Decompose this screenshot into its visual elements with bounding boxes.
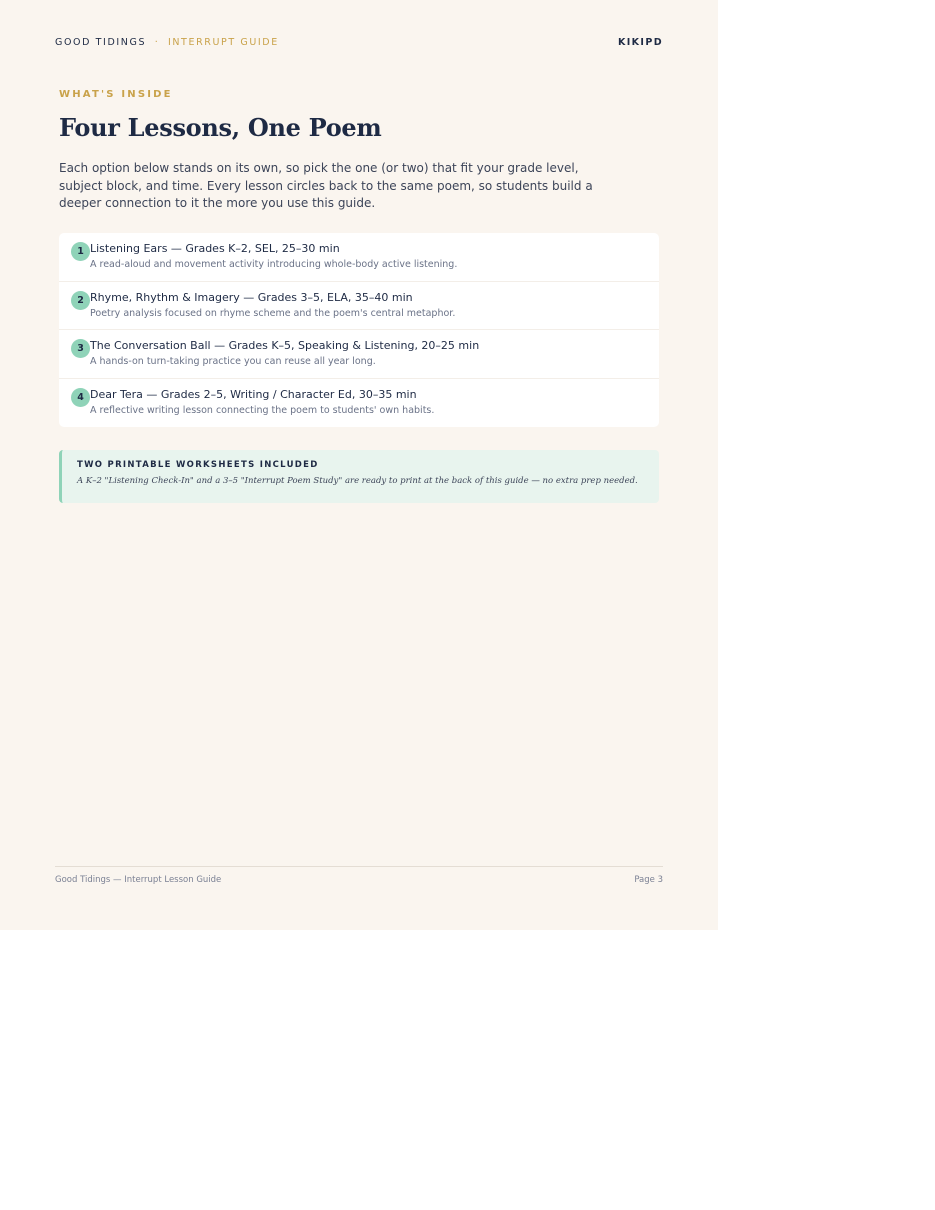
guide-name: INTERRUPT GUIDE [167, 37, 279, 48]
lesson-description: Poetry analysis focused on rhyme scheme and the poem's central metaphor. [90, 307, 456, 319]
lesson-item [59, 330, 659, 379]
page-footer [55, 866, 663, 885]
lesson-description: A hands-on turn-taking practice you can reuse all year long. [90, 356, 376, 367]
header-brand [55, 37, 279, 48]
header-code: KIKIPD [617, 37, 663, 48]
worksheets-callout [59, 450, 659, 503]
footer-guide-title: Good Tidings — Interrupt Lesson Guide [55, 875, 222, 885]
lesson-number-badge: 3 [71, 339, 90, 358]
brand-separator: · [154, 37, 160, 48]
lesson-description: A read-aloud and movement activity introducing whole-body active listening. [90, 259, 458, 270]
page-title: Four Lessons, One Poem [59, 113, 382, 142]
lesson-number-badge: 2 [71, 291, 90, 310]
callout-body: A K–2 "Listening Check-In" and a 3–5 "Interrupt Poem Study" are ready to print at the back of this guide — no extra prep needed. [77, 476, 638, 486]
lesson-item [59, 282, 659, 331]
callout-title: TWO PRINTABLE WORKSHEETS INCLUDED [77, 460, 319, 470]
lesson-list [59, 233, 659, 427]
brand-name: GOOD TIDINGS [55, 37, 147, 48]
lesson-title: Rhyme, Rhythm & Imagery — Grades 3–5, ELA, 35–40 min [90, 290, 413, 304]
lesson-number-badge: 1 [71, 242, 90, 261]
page-number: Page 3 [634, 875, 663, 885]
lesson-item [59, 379, 659, 428]
intro-paragraph: Each option below stands on its own, so pick the one (or two) that fit your grade level, subject block, and time. Every lesson circles back to the same poem, so students build a deeper connection to it the more you use this guide. [59, 161, 593, 210]
lesson-number-badge: 4 [71, 388, 90, 407]
lesson-title: The Conversation Ball — Grades K–5, Speaking & Listening, 20–25 min [90, 339, 480, 352]
lesson-description: A reflective writing lesson connecting the poem to students' own habits. [90, 404, 435, 416]
lesson-title: Listening Ears — Grades K–2, SEL, 25–30 min [90, 242, 340, 255]
running-header [55, 37, 663, 48]
lesson-title: Dear Tera — Grades 2–5, Writing / Character Ed, 30–35 min [90, 387, 417, 401]
section-eyebrow: WHAT'S INSIDE [59, 89, 173, 100]
lesson-item [59, 233, 659, 282]
